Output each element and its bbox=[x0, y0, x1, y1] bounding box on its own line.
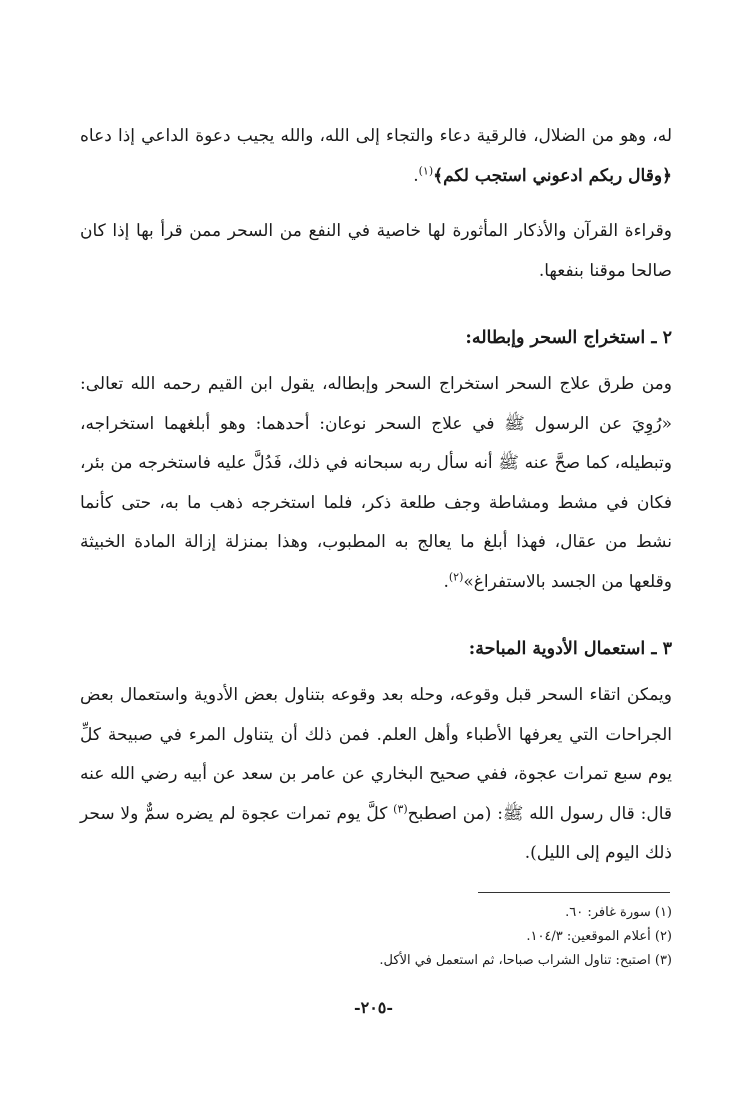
footnote-ref-2[interactable]: (٢) bbox=[448, 569, 464, 583]
paragraph-end: . bbox=[413, 165, 419, 186]
paragraph-end: . bbox=[443, 571, 449, 592]
footnote-divider bbox=[478, 892, 670, 893]
footnote-ref-3[interactable]: (٣) bbox=[393, 801, 408, 815]
footnote-1: (١) سورة غافر: ٦٠. bbox=[565, 905, 672, 920]
paragraph-ruqya bbox=[80, 117, 672, 196]
footnote-2: (٢) أعلام الموقعين: ١٠٤/٣. bbox=[526, 929, 672, 944]
paragraph-medicines-text: ويمكن اتقاء السحر قبل وقوعه، وحله بعد وقوعه بتناول بعض الأدوية واستعمال بعض الجراحات التي يعرفها الأطباء وأهل العلم. فمن ذلك أن يتناول المرء في صبيحة كلِّ يوم سبع تمرات عجوة، ففي صحيح البخاري عن عامر بن سعد عن أبيه رضي الله عنه قال: قال رسول الله ﷺ: (من اصطبح bbox=[80, 685, 672, 824]
section-heading-extraction: ٢ ـ استخراج السحر وإبطاله: bbox=[465, 328, 672, 348]
paragraph-medicines bbox=[80, 676, 672, 874]
paragraph-extraction bbox=[80, 365, 672, 602]
paragraph-medicines-text-2: كلَّ يوم تمرات عجوة لم يضره سمٌّ ولا سحر ذلك اليوم إلى الليل). bbox=[80, 803, 672, 863]
paragraph-ruqya-text: له، وهو من الضلال، فالرقية دعاء والتجاء إلى الله، والله يجيب دعوة الداعي إذا دعاه bbox=[80, 126, 672, 146]
page-number: -٢٠٥- bbox=[353, 998, 394, 1017]
section-heading-medicines: ٣ ـ استعمال الأدوية المباحة: bbox=[468, 639, 672, 659]
paragraph-quran-recitation: وقراءة القرآن والأذكار المأثورة لها خاصية في النفع من السحر ممن قرأ بها إذا كان صالحا موقنا بنفعها. bbox=[80, 221, 672, 281]
quran-verse: ﴿وقال ربكم ادعوني استجب لكم﴾ bbox=[433, 165, 672, 186]
footnote-3: (٣) اصتبح: تناول الشراب صباحا، ثم استعمل في الأكل. bbox=[379, 953, 672, 968]
footnote-ref-1[interactable]: (١) bbox=[418, 163, 434, 177]
paragraph-extraction-text: ومن طرق علاج السحر استخراج السحر وإبطاله، يقول ابن القيم رحمه الله تعالى: «رُوِيَ عن الرسول ﷺ في علاج السحر نوعان: أحدهما: وهو أبلغهما استخراجه، وتبطيله، كما صحَّ عنه ﷺ أنه سأل ربه سبحانه في ذلك، فَدُلَّ عليه فاستخرجه من بئر، فكان في مشط ومشاطة وجف طلعة ذكر، فلما استخرجه ذهب ما به، حتى كأنما نشط من عقال، فهذا أبلغ ما يعالج به المطبوب، وهذا بمنزلة إزالة المادة الخبيثة وقلعها من الجسد بالاستفراغ» bbox=[80, 374, 672, 592]
